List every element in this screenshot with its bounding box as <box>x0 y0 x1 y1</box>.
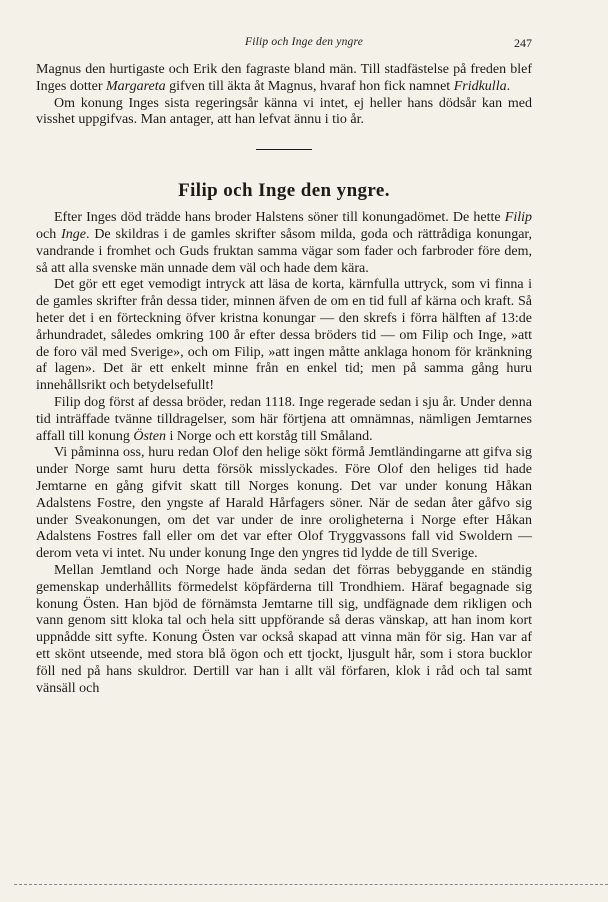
section-paragraph-2: Det gör ett eget vemodigt intryck att läsa de korta, kärnfulla uttryck, som vi finna i de gamles skrifter från dessa tider, minnen äfven de om en tid full af kärna och kraft. Så heter det i en förteckning öfver kristna konungar — den skrefs i förra hälften af 13:de århundradet, således omkring 100 år efter dessa bröders tid — om Filip och Inge, »att de foro väl med Sverige», och om Filip, »att ingen måtte anklaga honom för kränkning af lagen». Det är ett enkelt minne från en enkel tid; men på samma gång huru innehållsrikt och betydelsefullt! <box>36 277 532 394</box>
intro-paragraph-2: Om konung Inges sista regeringsår känna vi intet, ej heller hans dödsår kan med visshet uppgifvas. Man antager, att han lefvat ännu i tio år. <box>36 95 532 128</box>
name-margareta: Margareta <box>105 78 166 94</box>
page-bottom-edge <box>14 884 608 885</box>
page-header <box>0 36 608 54</box>
name-inge: Inge <box>61 226 86 242</box>
section-divider <box>256 149 312 150</box>
page-body <box>36 62 532 697</box>
name-fridkulla: Fridkulla <box>453 78 507 94</box>
section-paragraph-3: Filip dog först af dessa bröder, redan 1118. Inge regerade sedan i sju år. Under denna tid inträffade tvänne tilldragelser, som här förtjena att omnämnas, nämligen Jemtarnes affall till konung Östen i Norge och ett korståg till Småland. <box>36 394 532 444</box>
running-head: Filip och Inge den yngre <box>244 36 364 48</box>
section-paragraph-1: Efter Inges död trädde hans broder Halstens söner till konungadömet. De hette Filip och Inge. De skildras i de gamles skrifter såsom milda, goda och rättrådiga konungar, vandrande i fromhet och Guds fruktan samma vägar som fader och farbroder före dem, så att alla svenske män unnade dem väl och hade dem kära. <box>36 210 533 276</box>
section-paragraph-5: Mellan Jemtland och Norge hade ända sedan det förras bebyggande en ständig gemenskap underhållits förmedelst köpfärderna till Trondhiem. Häraf begagnade sig konung Östen. Han bjöd de förnämsta Jemtarne till sig, undfägnade dem rikligen och vann genom sitt kloka tal och hela sitt uppförande så deras vänskap, att han inom kort uppnådde sitt syfte. Konung Östen var också skapad att vinna män för sig. Han var af ett skönt utseende, med stora blå ögon och ett tjockt, ljusgult hår, som i stora bucklor föll ned på hans skuldror. Dertill var han i allt väl förfaren, klok i råd och tal samt vänsäll och <box>36 562 532 696</box>
section-paragraph-4: Vi påminna oss, huru redan Olof den helige sökt förmå Jemtländingarne att gifva sig under Norge samt huru detta försök misslyckades. Före Olof den heliges tid hade Jemtarne en gång gifvit skatt till Norges konung. Det var under konung Håkan Adalstens Fostre, den yngste af Harald Hårfagers söner. När de sedan åter gåfvo sig under Sveakonungen, om det var under de inre oroligheterna i Norge efter Håkan Adalstens Fostres fall eller om det var efter Olof Tryggvassons fall vid Swoldern — derom veta vi intet. Nu under konung Inge den yngres tid lydde de till Sverige. <box>36 445 532 562</box>
page-number: 247 <box>514 36 532 50</box>
name-osten: Östen <box>133 428 167 444</box>
section-title: Filip och Inge den yngre. <box>178 180 390 202</box>
intro-paragraph-1: Magnus den hurtigaste och Erik den fagraste bland män. Till stadfästelse på freden blef Inges dotter Margareta gifven till äkta åt Magnus, hvaraf hon fick namnet Fridkulla. <box>36 62 532 94</box>
name-filip: Filip <box>504 210 532 226</box>
